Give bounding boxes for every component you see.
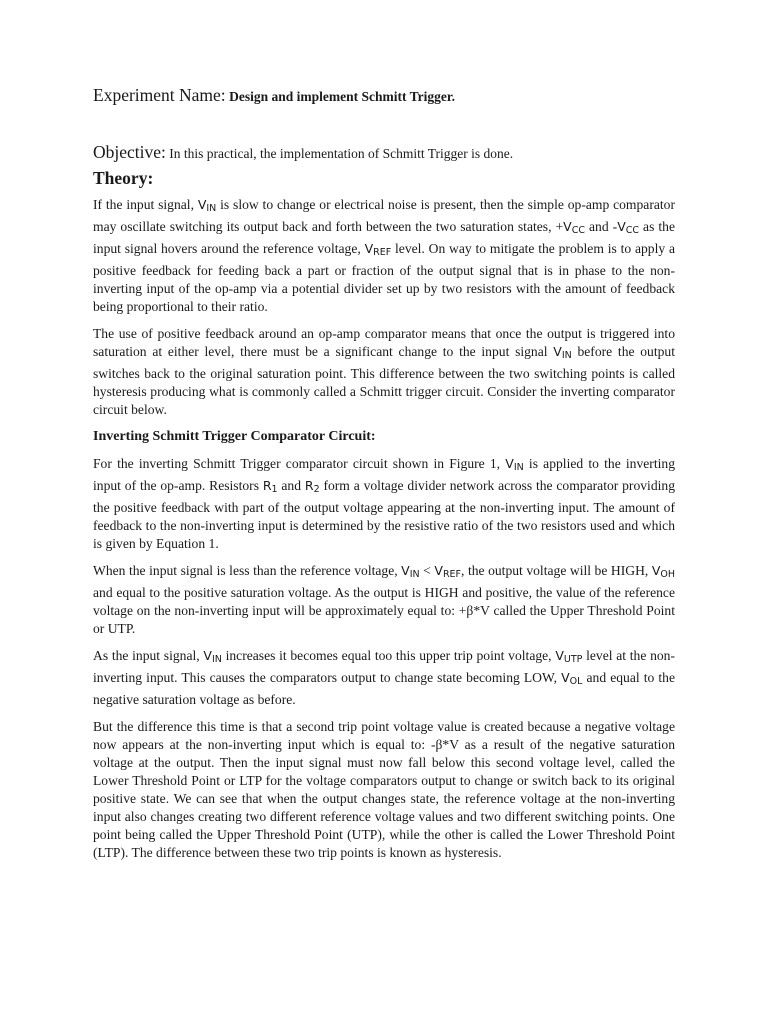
objective-value: In this practical, the implementation of Schmitt Trigger is done.	[169, 146, 514, 161]
inverting-section-heading: Inverting Schmitt Trigger Comparator Circuit:	[93, 429, 376, 444]
experiment-name-label: Experiment Name:	[93, 85, 226, 105]
experiment-name-line	[93, 86, 675, 106]
inverting-paragraph-1: For the inverting Schmitt Trigger comparator circuit shown in Figure 1, $V_{IN}$ is applied to the inverting input of the op-amp. Resistors $R_1$ and $R_2$ form a voltage divider network across the comparator providing the positive feedback with part of the output voltage appearing at the non-inverting input. The amount of feedback to the non-inverting input is determined by the resistive ratio of the two resistors used and which is given by Equation 1.	[93, 456, 675, 551]
theory-paragraph-2: The use of positive feedback around an op-amp comparator means that once the output is triggered into saturation at either level, there must be a significant change to the input signal $V_{IN}$ before the output switches back to the original saturation point. This difference between the two switching points is called hysteresis producing what is commonly called a Schmitt trigger circuit. Consider the inverting comparator circuit below.	[93, 326, 675, 417]
objective-label: Objective:	[93, 142, 166, 162]
objective-line	[93, 143, 675, 163]
document-page	[93, 86, 675, 862]
experiment-name-value: Design and implement Schmitt Trigger.	[229, 89, 455, 104]
inverting-paragraph-2: When the input signal is less than the reference voltage, $V_{IN} < V_{REF}$, the output voltage will be HIGH, $V_{OH}$ and equal to the positive saturation voltage. As the output is HIGH and positive, the value of the reference voltage on the non-inverting input will be approximately equal to: +β*V called the Upper Threshold Point or UTP.	[93, 563, 675, 636]
inverting-paragraph-3: As the input signal, $V_{IN}$ increases it becomes equal too this upper trip point voltage, $V_{UTP}$ level at the non-inverting input. This causes the comparators output to change state becoming LOW, $V_{OL}$ and equal to the negative saturation voltage as before.	[93, 648, 675, 707]
theory-paragraph-1: If the input signal, $V_{IN}$ is slow to change or electrical noise is present, then the simple op-amp comparator may oscillate switching its output back and forth between the two saturation states, $+V_{CC}$ and $-V_{CC}$ as the input signal hovers around the reference voltage, $V_{REF}$ level. On way to mitigate the problem is to apply a positive feedback for feeding back a part or fraction of the output signal that is in phase to the non-inverting input of the op-amp via a potential divider set up by two resistors with the amount of feedback being proportional to their ratio.	[93, 197, 676, 314]
inverting-paragraph-4: But the difference this time is that a second trip point voltage value is created because a negative voltage now appears at the non-inverting input which is equal to: -β*V as a result of the negative saturation voltage at the output. Then the input signal must now fall below this second voltage level, called the Lower Threshold Point or LTP for the voltage comparators output to change or switch back to its original positive state. We can see that when the output changes state, the reference voltage at the non-inverting input also changes creating two different reference voltage values and two different switching points. One point being called the Upper Threshold Point (UTP), while the other is called the Lower Threshold Point (LTP). The difference between these two trip points is known as hysteresis.	[93, 719, 675, 860]
theory-heading: Theory:	[93, 168, 154, 188]
